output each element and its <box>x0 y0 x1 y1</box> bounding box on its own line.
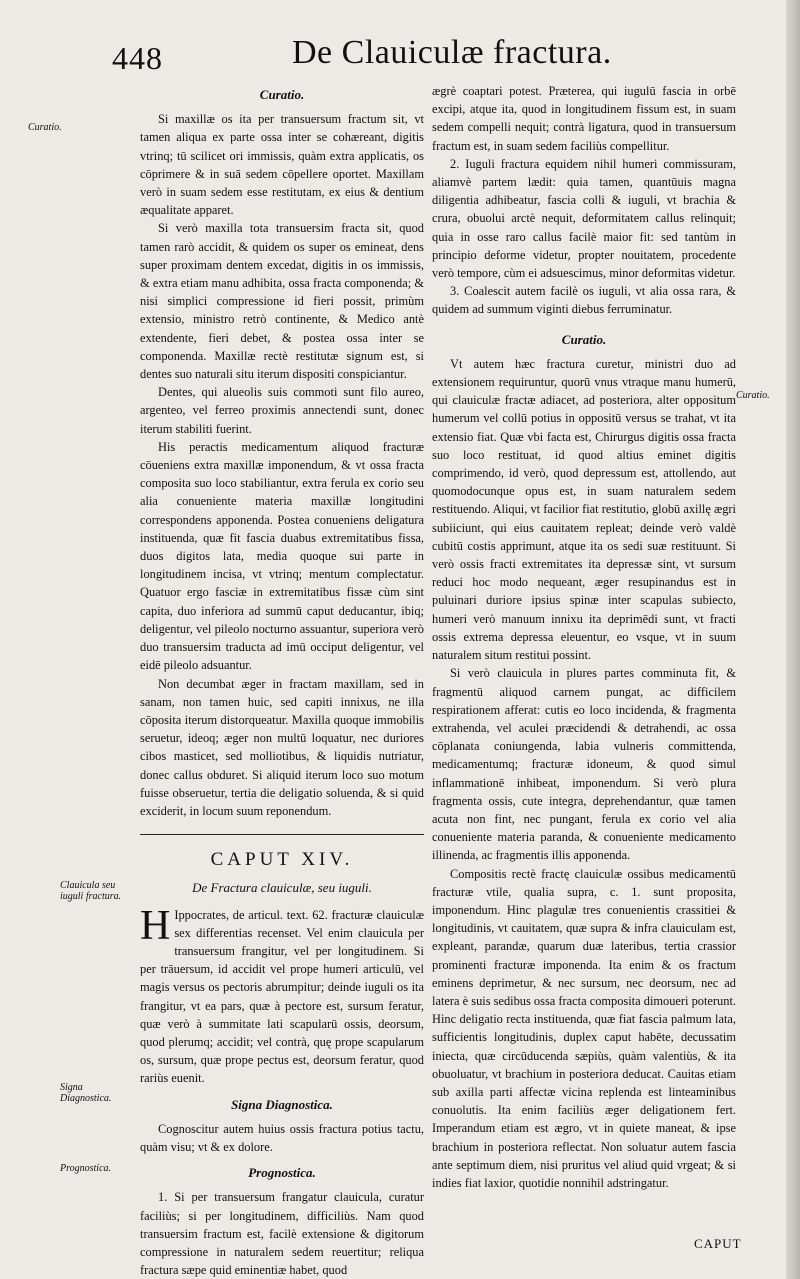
paragraph: 2. Iuguli fractura equidem nihil humeri commissuram, aliamvè partem lædit: quia tamen, quantūuis magna diligentia adhibeatur, fascia colli & iuguli, vt brachia & crura, obuolui arctè nequit, deformitatem callus relinquit; quia in osse raro callus facilè maior fit: sed tantùm in principio deforme videtur, propter nouitatem, procedente verò tempore, cùm ei adsuescimus, minor deformitas videtur. <box>432 156 736 281</box>
paragraph: Dentes, qui alueolis suis commoti sunt filo aureo, argenteo, vel ferreo proximis annectendi sunt, donec iterum stabiliti fuerint. <box>140 385 424 436</box>
divider-rule <box>140 834 424 835</box>
chapter-subtitle: De Fractura clauiculæ, seu iuguli. <box>192 880 372 896</box>
page-number: 448 <box>112 40 163 76</box>
paragraph: ægrè coaptari potest. Præterea, qui iugulū fascia in orbē excipi, atque ita, quod in longitudinem fissum est, in suam sedem compelli nequit; contrà ligatura, quod in transuersum fractum est, in suam sedem faciliùs compellitur. <box>432 84 736 153</box>
section-heading-curatio: Curatio. <box>259 87 305 102</box>
margin-note-curatio: Curatio. <box>28 122 62 133</box>
paragraph: Non decumbat æger in fractam maxillam, sed in sanam, non tamen huic, sed capiti innixus, ne illa cōposita iterum distorqueatur. Maxilla quoque immobilis seruetur, ideoq; æger non multū loquatur, nec duriores cibos masticet, sed molliotibus, & liquidis nutriatur, donec callus obduret. Si aliquid iterum loco suo motum fuisse obseruetur, tertia die deligatio soluenda, & si quid exciderit, in locum suum reponendum. <box>140 676 424 818</box>
catchword: CAPUT <box>694 1236 742 1251</box>
running-title: De Clauiculæ fractura. <box>292 34 612 71</box>
page-header <box>0 0 800 80</box>
section-heading-signa: Signa Diagnostica. <box>231 1096 333 1112</box>
paragraph: Compositis rectè fractę clauiculæ ossibus medicamentū fracturæ vtile, qualia supra, c. 1. sunt proposita, imponendum. Hinc plagulæ tres conuenientis crassitiei & longitudinis, vt cauitatem, quæ supra & infra clauiculam est, expleant, parandæ, quarum duæ lateribus, tertia crassior prominenti fracturæ imponenda. Ita enim & os fractum eminens deprimetur, & nec sursum, nec deorsum, nec ad latera è suis sedibus ossa fracta composita dimoueri poterunt. Hinc deligatio recta instituenda, quæ fiat fascia palmum lata, sufficientis longitudinis, duplex caput habēte, decussatim iniecta, quæ circūducenda sæpiùs, quàm valentiùs, & ita obuoluatur, vt brachium in posteriora deducat. Cauitas etiam sub axilla parti affectæ vicina replenda est linteaminibus conuolutis. Ita enim faciliùs æger deligationem fert. Imperandum etiam est ægro, vt in quiete maneat, & ipse brachium in posteriora reflectat. Non soluatur autem fascia ante septimum diem, nisi pruritus vel aliud quid vrgeat; & si indies fiat laxior, quotidie nonnihil adstringatur. <box>432 866 736 1190</box>
paragraph: Vt autem hæc fractura curetur, ministri duo ad extensionem requiruntur, quorū vnus vtraque manu humerū, qui clauiculæ fractæ adiacet, ad posteriora, alter oppositum humerum vel collū potius in oppositū versus se trahat, vt ita extensio fiat. Quæ vbi facta est, Chirurgus digitis ossa fracta suo loco restituat, id quod altius eminet digitis comprimendo, id verò, quod depressum est, attollendo, aut quomodocunque opus est, in suam naturalem sedem restituendo. Aliqui, vt facilior fiat restitutio, globū axillę ægri subiiciunt, qui eius cauitatem repleat; deinde verò valdè cubitū costis apprimunt, atque ita os sedi suæ restituunt. Si verò ossis fracti extremitates ita depressæ sint, vt sursum reduci hoc modo nequeant, æger resupinandus est in puluinari duriore ipsius spinæ inter scapulas subiecto, humeri verò manuum innixu ita deprimēdi sunt, vt fracti ossis extrema depressa eleuentur, eo vsque, vt in suum naturalem situm restitui possint. <box>432 356 736 663</box>
paragraph: 1. Si per transuersum frangatur clauicula, curatur faciliùs; si per longitudinem, difficiliùs. Nam quod transuersim fractum est, facilè extensione & digitorum compressione in naturalem sedem reuertitur; reliqua fractura sæpe quid eminentiæ habet, quod <box>140 1190 424 1278</box>
scan-edge <box>786 0 800 1279</box>
paragraph: Si maxillæ os ita per transuersum fractum sit, vt tamen aliqua ex parte ossa inter se cohæreant, digitis vtrinq; tū scilicet ori immissis, quàm extra applicatis, os cōprimere & in suā sedem cōpellere oportet. Maxillam verò in suam sedem esse restitutam, ex eius & dentium æqualitate apparet. <box>140 112 424 218</box>
margin-note-signa: Signa Diagnostica. <box>60 1082 112 1104</box>
paragraph: Si verò maxilla tota transuersim fracta sit, quod tamen rarò accidit, & quidem os super os emineat, dens super proximam dentem excedat, digitis in os immissis, & extra etiam manu adhibita, ossa fracta componenda; & nisi simplici compressione id fieri possit, primùm extensio, ministro retrò continente, & Medico antè extendente, fieri debet, & postea ossa inter se componenda. Maxillæ rectè restitutæ signum est, si dentes suo naturali situ iterum dispositi conspiciantur. <box>140 221 424 382</box>
paragraph: 3. Coalescit autem facilè os iuguli, vt alia ossa rara, & quidem ad summum viginti diebus ferruminatur. <box>432 284 736 317</box>
margin-note-clavicula: Clauicula seu iuguli fractura. <box>60 880 122 902</box>
margin-note-prognostica: Prognostica. <box>60 1163 112 1174</box>
paragraph-text: Ippocrates, de articul. text. 62. fracturæ clauiculæ sex differentias recenset. Vel enim clauicula per transuersum frangitur, vel per longitudinem. Si per trāuersum, id accidit vel prope humeri articulū, vel magis versus os pectoris abrumpitur; deinde iuguli os ita frangitur, vt ea pars, quæ à pectore est, sursum feratur, quæ verò à summitate lati scapularū ossis, deorsum, quod plerumq; accidit; vel contrà, quę prope scapularum os, sursum, quæ prope pectus est, deorsum feratur, quod rariùs euenit. <box>140 907 424 1086</box>
section-heading-curatio: Curatio. <box>561 331 607 347</box>
paragraph: Cognoscitur autem huius ossis fractura potius tactu, quàm visu; vt & ex dolore. <box>140 1121 424 1154</box>
paragraph: His peractis medicamentum aliquod fracturæ cōueniens extra maxillæ imponendum, & vt ossa fracta composita suo loco stabiliantur, extra ferula ex corio seu alia conueniente materia maxillæ longitudini correspondens apponenda. Postea conueniens deligatura instituenda, quæ fit fascia duabus extremitatibus fissa, duos digitos lata, media quoque sui parte in longitudinem incisa, vt vtrinq; mentum complectatur. Quatuor ergo fasciæ in extremitatibus fissæ cùm sint capita, duo inferiora ad summū caput deducantur, ibiq; deligentur, vel pileolo nocturno assuantur, superiora verò duo transuersim traducta ad imū occiput deligentur, vel eidē pileolo adsuantur. <box>140 439 424 673</box>
margin-note-curatio-right: Curatio. <box>736 390 770 401</box>
drop-cap-initial: H <box>140 902 171 949</box>
chapter-heading: CAPUT XIV. <box>210 849 354 871</box>
left-column <box>140 82 424 1278</box>
section-heading-prognostica: Prognostica. <box>248 1165 316 1181</box>
paragraph-with-initial <box>140 902 424 1088</box>
paragraph: Si verò clauicula in plures partes comminuta fit, & fragmentū aliquod carnem pungat, ac difficilem respirationem afferat: cutis eo loco incidenda, & fragmenta extrahenda, vel aculei præcidendi & detrahendi, ac ossa cōplanata coniungenda, labia vulneris committenda, medicamentumq; fracturæ idoneum, & quod simul inflammationē inhibeat, imponendum. Si verò plura fragmenta ossis, cute integra, deprehendantur, quæ tamen acuta non fint, nec pungant, ferula ex corio vel alia conueniente materia paranda, & conueniente medicamento illinenda, ac fragmentis illis apponenda. <box>432 666 736 863</box>
right-column <box>432 82 736 1232</box>
